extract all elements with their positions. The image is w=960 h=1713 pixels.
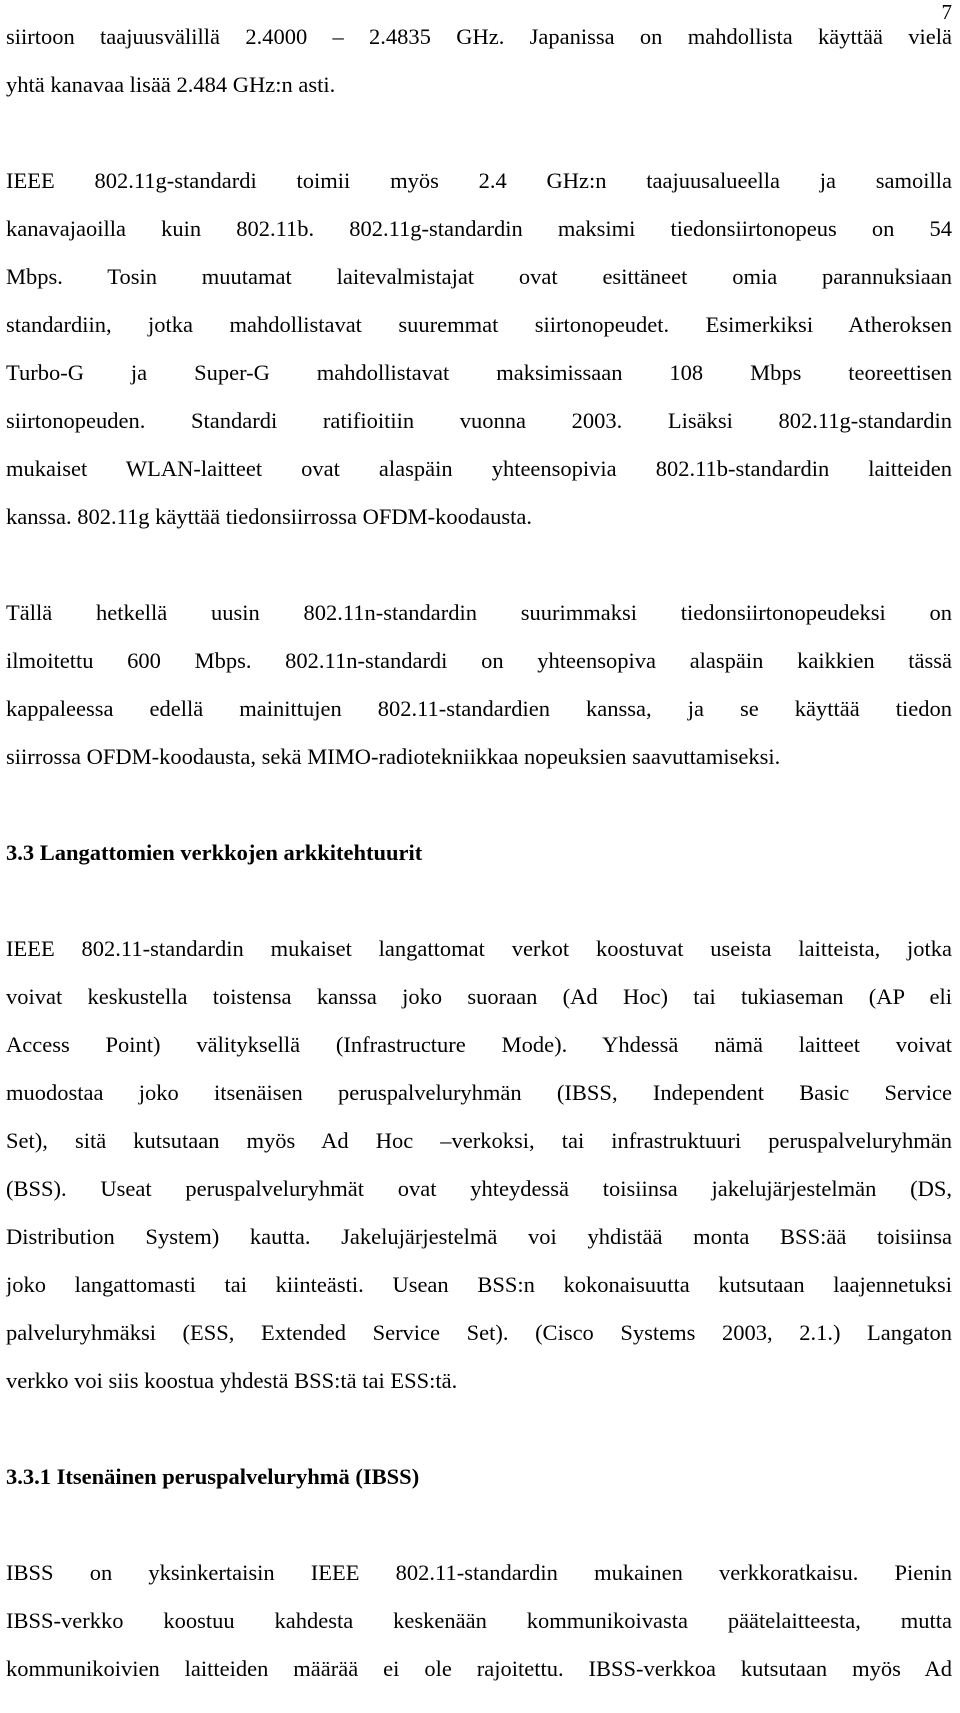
text-line: siirtoon taajuusvälillä 2.4000 – 2.4835 GHz. Japanissa on mahdollista käyttää vielä [6, 24, 952, 49]
text-line: Tällä hetkellä uusin 802.11n-standardin suurimmaksi tiedonsiirtonopeudeksi on [6, 600, 952, 625]
text-line: Set), sitä kutsutaan myös Ad Hoc –verkoksi, tai infrastruktuuri peruspalveluryhmän [6, 1128, 952, 1153]
paragraph-gap [6, 786, 952, 834]
text-line: kanavajaoilla kuin 802.11b. 802.11g-standardin maksimi tiedonsiirtonopeus on 54 [6, 216, 952, 241]
text-line: standardiin, jotka mahdollistavat suuremmat siirtonopeudet. Esimerkiksi Atheroksen [6, 312, 952, 337]
paragraph-802-11n [6, 594, 952, 786]
text-line: ilmoitettu 600 Mbps. 802.11n-standardi on yhteensopiva alaspäin kaikkien tässä [6, 648, 952, 673]
text-line: IEEE 802.11-standardin mukaiset langattomat verkot koostuvat useista laitteista, jotka [6, 936, 952, 961]
text-line: Distribution System) kautta. Jakelujärjestelmä voi yhdistää monta BSS:ää toisiinsa [6, 1224, 952, 1249]
text-line: IBSS-verkko koostuu kahdesta keskenään kommunikoivasta päätelaitteesta, mutta [6, 1608, 952, 1633]
text-line: voivat keskustella toistensa kanssa joko suoraan (Ad Hoc) tai tukiaseman (AP eli [6, 984, 952, 1009]
text-line: Access Point) välityksellä (Infrastructure Mode). Yhdessä nämä laitteet voivat [6, 1032, 952, 1057]
subsection-heading: 3.3.1 Itsenäinen peruspalveluryhmä (IBSS) [6, 1464, 420, 1489]
page-content [6, 18, 952, 1698]
text-line: Mbps. Tosin muutamat laitevalmistajat ovat esittäneet omia parannuksiaan [6, 264, 952, 289]
text-line: kanssa. 802.11g käyttää tiedonsiirrossa OFDM-koodausta. [6, 504, 532, 529]
paragraph-gap [6, 114, 952, 162]
section-heading: 3.3 Langattomien verkkojen arkkitehtuurit [6, 840, 423, 865]
page-number: 7 [941, 0, 952, 24]
paragraph-frequency-range [6, 18, 952, 114]
paragraph-gap [6, 1506, 952, 1554]
paragraph-ibss [6, 1554, 952, 1698]
paragraph-gap [6, 1410, 952, 1458]
text-line: siirtonopeuden. Standardi ratifioitiin vuonna 2003. Lisäksi 802.11g-standardin [6, 408, 952, 433]
paragraph-gap [6, 882, 952, 930]
text-line: kommunikoivien laitteiden määrää ei ole rajoitettu. IBSS-verkkoa kutsutaan myös Ad [6, 1656, 952, 1681]
text-line: IEEE 802.11g-standardi toimii myös 2.4 GHz:n taajuusalueella ja samoilla [6, 168, 952, 193]
text-line: palveluryhmäksi (ESS, Extended Service Set). (Cisco Systems 2003, 2.1.) Langaton [6, 1320, 952, 1345]
text-line: mukaiset WLAN-laitteet ovat alaspäin yhteensopivia 802.11b-standardin laitteiden [6, 456, 952, 481]
text-line: IBSS on yksinkertaisin IEEE 802.11-standardin mukainen verkkoratkaisu. Pienin [6, 1560, 952, 1585]
paragraph-gap [6, 546, 952, 594]
text-line: yhtä kanavaa lisää 2.484 GHz:n asti. [6, 72, 336, 97]
text-line: siirrossa OFDM-koodausta, sekä MIMO-radiotekniikkaa nopeuksien saavuttamiseksi. [6, 744, 781, 769]
text-line: Turbo-G ja Super-G mahdollistavat maksimissaan 108 Mbps teoreettisen [6, 360, 952, 385]
text-line: kappaleessa edellä mainittujen 802.11-standardien kanssa, ja se käyttää tiedon [6, 696, 952, 721]
text-line: (BSS). Useat peruspalveluryhmät ovat yhteydessä toisiinsa jakelujärjestelmän (DS, [6, 1176, 952, 1201]
text-line: muodostaa joko itsenäisen peruspalveluryhmän (IBSS, Independent Basic Service [6, 1080, 952, 1105]
paragraph-802-11g [6, 162, 952, 546]
text-line: verkko voi siis koostua yhdestä BSS:tä tai ESS:tä. [6, 1368, 458, 1393]
text-line: joko langattomasti tai kiinteästi. Usean BSS:n kokonaisuutta kutsutaan laajennetuksi [6, 1272, 952, 1297]
paragraph-architecture [6, 930, 952, 1410]
